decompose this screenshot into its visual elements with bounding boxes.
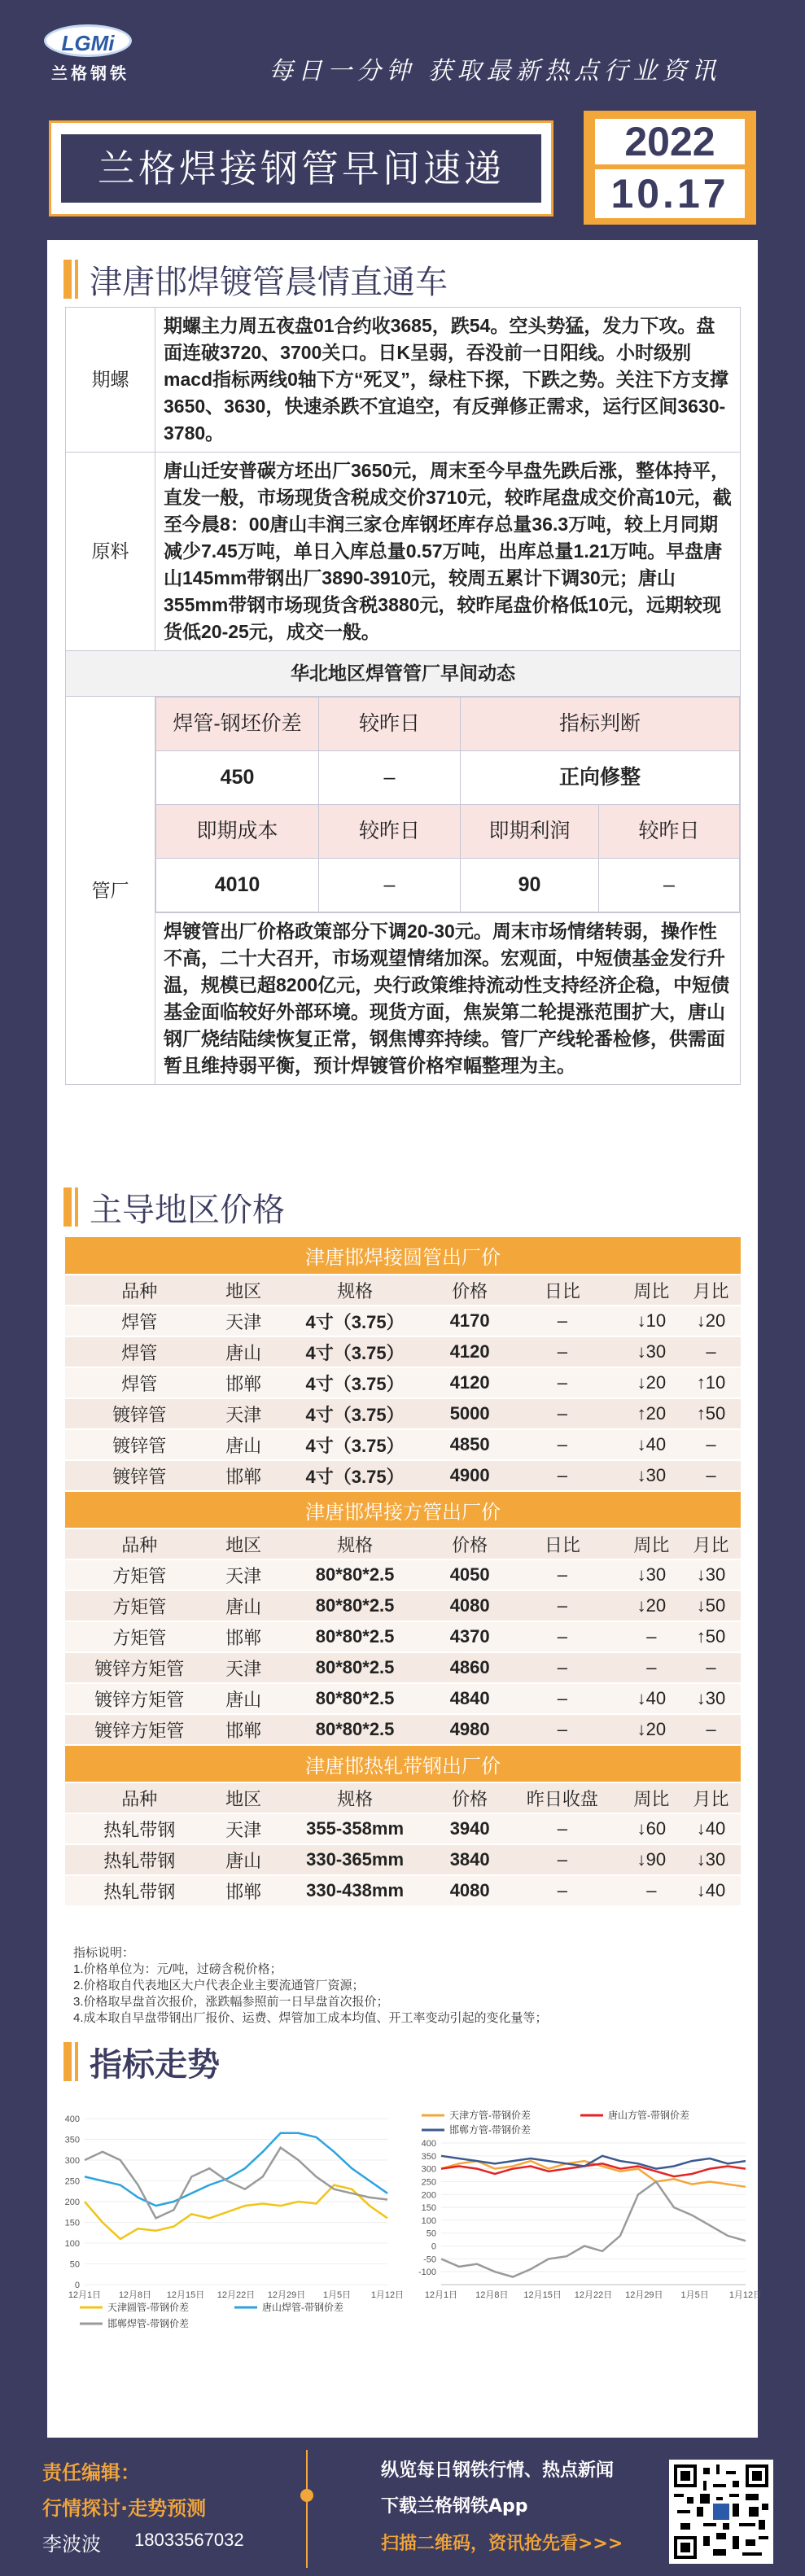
table-cell: 4寸（3.75） [273, 1367, 437, 1398]
table-cell: 4980 [437, 1714, 503, 1745]
column-header: 日比 [503, 1529, 622, 1559]
indicator-header: 即期成本 [156, 805, 319, 859]
cost-value: 4010 [156, 859, 319, 912]
y-tick-label: -50 [423, 2255, 436, 2265]
table-cell: 镀锌管 [65, 1460, 214, 1491]
table-header-row [65, 1529, 741, 1559]
table-cell: ↓30 [622, 1460, 681, 1491]
indicator-header: 指标判断 [461, 698, 740, 751]
column-header: 地区 [214, 1782, 273, 1813]
x-tick-label: 12月29日 [267, 2290, 306, 2300]
chart-square-pipe-spread [405, 2104, 763, 2332]
table-cell: ↓20 [622, 1367, 681, 1398]
section-bar [75, 1187, 78, 1227]
indicator-header: 即期利润 [461, 805, 599, 859]
header [0, 0, 805, 236]
y-tick-label: 300 [421, 2164, 436, 2175]
qr-code[interactable] [669, 2460, 773, 2564]
table-cell: – [622, 1875, 681, 1906]
x-tick-label: 12月1日 [424, 2290, 458, 2300]
y-tick-label: 0 [431, 2241, 436, 2252]
column-header: 价格 [437, 1782, 503, 1813]
legend-label: 天津圆管-带钢价差 [107, 2302, 189, 2313]
y-tick-label: 100 [64, 2239, 80, 2249]
section2-title: 主导地区价格 [90, 1192, 285, 1228]
legend-label: 邯郸方管-带钢价差 [449, 2124, 531, 2136]
note-line: 指标说明： [73, 1946, 135, 1960]
column-header: 品种 [65, 1275, 214, 1305]
table-cell: 焊管 [65, 1336, 214, 1367]
x-tick-label: 1月12日 [728, 2290, 763, 2300]
table-cell: 唐山 [214, 1683, 273, 1714]
table-cell: 邯郸 [214, 1621, 273, 1652]
y-tick-label: 150 [64, 2218, 80, 2228]
table-cell: 4840 [437, 1683, 503, 1714]
indicator-table [155, 697, 740, 912]
table-cell: ↓60 [622, 1813, 681, 1844]
profit-value: 90 [461, 859, 599, 912]
logo [37, 24, 143, 90]
cost-change: – [319, 859, 461, 912]
table-row [65, 1336, 741, 1367]
x-tick-label: 1月12日 [370, 2290, 405, 2300]
table-cell: ↓90 [622, 1844, 681, 1875]
indicator-judgement: 正向修整 [461, 751, 740, 805]
table-cell: 4080 [437, 1590, 503, 1621]
column-header: 规格 [273, 1529, 437, 1559]
table-cell: 邯郸 [214, 1367, 273, 1398]
table-cell: ↓40 [681, 1875, 741, 1906]
y-tick-label: 200 [64, 2198, 80, 2207]
column-header: 地区 [214, 1275, 273, 1305]
table-cell: 方矩管 [65, 1559, 214, 1590]
table-header-row [65, 1275, 741, 1305]
indicator-header: 较昨日 [319, 698, 461, 751]
footer [0, 2442, 805, 2576]
column-header: 规格 [273, 1275, 437, 1305]
column-header: 昨日收盘 [503, 1782, 622, 1813]
table-row [65, 1305, 741, 1336]
table-cell: 4寸（3.75） [273, 1460, 437, 1491]
section-bar [63, 2042, 72, 2081]
y-tick-label: 50 [69, 2259, 80, 2270]
table-row [65, 1429, 741, 1460]
table-row [65, 1683, 741, 1714]
editor-phone[interactable]: 18033567032 [134, 2530, 244, 2550]
series-line [441, 2182, 746, 2277]
series-line [441, 2156, 746, 2169]
x-tick-label: 12月22日 [217, 2290, 256, 2300]
x-tick-label: 12月8日 [475, 2290, 509, 2300]
table-cell: – [503, 1683, 622, 1714]
column-header: 月比 [681, 1275, 741, 1305]
footer-line1: 纵览每日钢铁行情、热点新闻 [381, 2460, 615, 2481]
y-tick-label: 100 [421, 2215, 436, 2226]
slogan: 每日一分钟 获取最新热点行业资讯 [269, 57, 721, 85]
legend-label: 唐山焊管-带钢价差 [262, 2302, 343, 2313]
table-cell: 天津 [214, 1559, 273, 1590]
column-header: 地区 [214, 1529, 273, 1559]
x-tick-label: 1月5日 [680, 2290, 709, 2300]
indicator-header: 较昨日 [319, 805, 461, 859]
legend-label: 唐山方管-带钢价差 [608, 2110, 689, 2121]
legend-label: 邯郸焊管-带钢价差 [107, 2318, 189, 2329]
x-tick-label: 12月22日 [574, 2290, 613, 2300]
table-cell: 80*80*2.5 [273, 1621, 437, 1652]
y-tick-label: 400 [421, 2139, 436, 2149]
table-cell: 3940 [437, 1813, 503, 1844]
table-cell: 镀锌管 [65, 1398, 214, 1429]
table-row [65, 1559, 741, 1590]
section2-heading [63, 1184, 285, 1230]
table-cell: 4370 [437, 1621, 503, 1652]
indicator-header: 焊管-钢坯价差 [156, 698, 319, 751]
profit-change: – [599, 859, 740, 912]
table-cell: 邯郸 [214, 1875, 273, 1906]
table-cell: – [503, 1398, 622, 1429]
notes [73, 1945, 548, 2027]
chart2-svg [405, 2104, 763, 2332]
qr-code-icon [674, 2464, 768, 2559]
column-header: 周比 [622, 1275, 681, 1305]
y-tick-label: -100 [418, 2268, 436, 2278]
table-cell: – [681, 1429, 741, 1460]
table-cell: 邯郸 [214, 1714, 273, 1745]
table-caption [65, 1745, 741, 1782]
pipe-factory-text: 焊镀管出厂价格政策部分下调20-30元。周末市场情绪转弱，操作性不高，二十大召开，市场观望情绪加深。宏观面，中短债基金发行升温，规模已超8200亿元，央行政策维持流动性支持经济企稳，中短债基金面临较好外部环境。现货方面，焦炭第二轮提涨范围扩大，唐山钢厂烧结陆续恢复正常，钢焦博弈持续。管厂产线轮番检修，供需面暂且维持弱平衡，预计焊镀管价格窄幅整理为主。 [155, 913, 741, 1085]
table-caption-text: 津唐邯焊接方管出厂价 [65, 1491, 741, 1529]
table-cell: 4寸（3.75） [273, 1398, 437, 1429]
table-cell: – [503, 1367, 622, 1398]
table-cell: 焊管 [65, 1367, 214, 1398]
pipe-factory-subhead: 华北地区焊管管厂早间动态 [66, 651, 741, 697]
table-cell: ↓20 [622, 1714, 681, 1745]
table-caption [65, 1237, 741, 1275]
table-cell: 热轧带钢 [65, 1844, 214, 1875]
table-cell: 4080 [437, 1875, 503, 1906]
table-cell: 80*80*2.5 [273, 1559, 437, 1590]
table-cell: 4900 [437, 1460, 503, 1491]
y-tick-label: 250 [64, 2176, 80, 2187]
y-tick-label: 50 [426, 2228, 436, 2239]
note-line: 3.价格取早盘首次报价，涨跌幅参照前一日早盘首次报价； [73, 1995, 389, 2009]
table-cell: – [503, 1813, 622, 1844]
table-cell: – [681, 1714, 741, 1745]
table-cell: 热轧带钢 [65, 1813, 214, 1844]
table-cell: 330-365mm [273, 1844, 437, 1875]
table-row [65, 1398, 741, 1429]
divider [306, 2450, 308, 2568]
section-bar [63, 260, 72, 299]
chart1-svg [55, 2104, 405, 2332]
table-row [65, 1714, 741, 1745]
y-tick-label: 350 [421, 2151, 436, 2162]
y-tick-label: 400 [64, 2115, 80, 2124]
indicator-cell [155, 697, 741, 913]
note-line: 1.价格单位为：元/吨，过磅含税价格； [73, 1962, 282, 1976]
table-cell: 唐山 [214, 1429, 273, 1460]
table-cell: 镀锌管 [65, 1429, 214, 1460]
x-tick-label: 12月8日 [118, 2290, 152, 2300]
table-cell: 355-358mm [273, 1813, 437, 1844]
futures-label: 期螺 [66, 308, 155, 453]
table-cell: ↓20 [681, 1305, 741, 1336]
y-tick-label: 150 [421, 2203, 436, 2214]
section1-heading [63, 256, 448, 302]
table-row [65, 1652, 741, 1683]
date-year: 2022 [595, 119, 745, 164]
table-cell: – [681, 1652, 741, 1683]
table-cell: 80*80*2.5 [273, 1652, 437, 1683]
table-cell: – [622, 1652, 681, 1683]
table-cell: ↑10 [681, 1367, 741, 1398]
column-header: 价格 [437, 1275, 503, 1305]
raw-material-text: 唐山迁安普碳方坯出厂3650元，周末至今早盘先跌后涨，整体持平，直发一般，市场现货含税成交价3710元，较昨尾盘成交价高10元，截至今晨8：00唐山丰润三家仓库钢坯库存总量36.3万吨，较上月同期减少7.45万吨，单日入库总量0.57万吨，出库总量1.21万吨。早盘唐山145mm带钢出厂3890-3910元，较周五累计下调30元；唐山355mm带钢市场现货含税3880元，较昨尾盘价格低10元，远期较现货低20-25元，成交一般。 [155, 453, 741, 651]
column-header: 品种 [65, 1782, 214, 1813]
futures-text: 期螺主力周五夜盘01合约收3685，跌54。空头势猛，发力下攻。盘面连破3720、3700关口。日K呈弱，吞没前一日阳线。小时级别macd指标两线0轴下方“死叉”，绿柱下探，下跌之势。关注下方支撑3650、3630，快速杀跌不宜追空，有反弹修正需求，运行区间3630-3780。 [155, 308, 741, 453]
table-cell: 4寸（3.75） [273, 1305, 437, 1336]
table-caption-text: 津唐邯热轧带钢出厂价 [65, 1745, 741, 1782]
column-header: 月比 [681, 1529, 741, 1559]
y-tick-label: 350 [64, 2135, 80, 2145]
indicator-header: 较昨日 [599, 805, 740, 859]
footer-line2: 下载兰格钢铁App [381, 2496, 528, 2517]
table-cell: 80*80*2.5 [273, 1714, 437, 1745]
table-cell: 80*80*2.5 [273, 1590, 437, 1621]
table-cell: 焊管 [65, 1305, 214, 1336]
table-cell: ↓30 [681, 1683, 741, 1714]
table-cell: – [503, 1559, 622, 1590]
column-header: 日比 [503, 1275, 622, 1305]
table-cell: 天津 [214, 1652, 273, 1683]
table-cell: 天津 [214, 1398, 273, 1429]
table-row [65, 1367, 741, 1398]
main-content [47, 240, 763, 2438]
table-cell: ↓40 [681, 1813, 741, 1844]
table-cell: 4170 [437, 1305, 503, 1336]
table-cell: 4寸（3.75） [273, 1429, 437, 1460]
table-cell: – [681, 1460, 741, 1491]
table-cell: 5000 [437, 1398, 503, 1429]
table-cell: 3840 [437, 1844, 503, 1875]
column-header: 品种 [65, 1529, 214, 1559]
column-header: 月比 [681, 1782, 741, 1813]
table-row [65, 1590, 741, 1621]
table-row [65, 1875, 741, 1906]
table-cell: 镀锌方矩管 [65, 1714, 214, 1745]
section3-title: 指标走势 [90, 2046, 220, 2083]
table-caption [65, 1491, 741, 1529]
page-title: 兰格焊接钢管早间速递 [61, 134, 541, 203]
editor-name: 李波波 [42, 2533, 101, 2556]
table-row [65, 1844, 741, 1875]
logo-badge: LGMi [44, 24, 132, 57]
column-header: 周比 [622, 1782, 681, 1813]
section3-heading [63, 2039, 220, 2084]
table-caption-text: 津唐邯焊接圆管出厂价 [65, 1237, 741, 1275]
logo-text: 兰格钢铁 [51, 63, 129, 83]
y-tick-label: 250 [421, 2177, 436, 2188]
section1-title: 津唐邯焊镀管晨情直通车 [90, 264, 448, 300]
table-cell: – [503, 1429, 622, 1460]
table-cell: ↓30 [681, 1559, 741, 1590]
price-table [65, 1237, 741, 1907]
table-cell: 天津 [214, 1813, 273, 1844]
table-cell: – [503, 1460, 622, 1491]
y-tick-label: 300 [64, 2156, 80, 2166]
table-cell: 4850 [437, 1429, 503, 1460]
table-cell: ↓20 [622, 1590, 681, 1621]
table-cell: – [503, 1621, 622, 1652]
table-cell: – [503, 1652, 622, 1683]
date-box [584, 111, 756, 225]
table-cell: 镀锌方矩管 [65, 1652, 214, 1683]
y-tick-label: 0 [74, 2281, 80, 2290]
table-cell: 唐山 [214, 1590, 273, 1621]
table-row [65, 1460, 741, 1491]
x-tick-label: 12月29日 [625, 2290, 663, 2300]
table-cell: 330-438mm [273, 1875, 437, 1906]
table-cell: ↓50 [681, 1590, 741, 1621]
table-cell: 唐山 [214, 1336, 273, 1367]
table-cell: ↑50 [681, 1621, 741, 1652]
table-cell: – [503, 1590, 622, 1621]
table-cell: ↓10 [622, 1305, 681, 1336]
table-cell: – [622, 1621, 681, 1652]
table-row [65, 1621, 741, 1652]
editor-role: 行情探讨·走势预测 [42, 2497, 207, 2520]
table-cell: 热轧带钢 [65, 1875, 214, 1906]
chart-round-pipe-spread [55, 2104, 405, 2332]
table-cell: – [503, 1305, 622, 1336]
table-cell: 4120 [437, 1367, 503, 1398]
table-cell: 唐山 [214, 1844, 273, 1875]
spread-value: 450 [156, 751, 319, 805]
table-cell: ↓30 [622, 1336, 681, 1367]
series-line [85, 2133, 387, 2206]
column-header: 规格 [273, 1782, 437, 1813]
note-line: 2.价格取自代表地区大户代表企业主要流通管厂资源； [73, 1979, 365, 1992]
note-line: 4.成本取自早盘带钢出厂报价、运费、焊管加工成本均值、开工率变动引起的变化量等； [73, 2011, 548, 2025]
editor-label: 责任编辑： [42, 2461, 140, 2484]
table-cell: – [503, 1714, 622, 1745]
table-cell: ↓30 [622, 1559, 681, 1590]
x-tick-label: 12月1日 [68, 2290, 102, 2300]
date-day: 10.17 [595, 169, 745, 218]
y-tick-label: 200 [421, 2190, 436, 2201]
table-cell: ↓40 [622, 1683, 681, 1714]
table-cell: – [503, 1875, 622, 1906]
table-cell: 4寸（3.75） [273, 1336, 437, 1367]
table-cell: ↑20 [622, 1398, 681, 1429]
table-cell: 天津 [214, 1305, 273, 1336]
column-header: 周比 [622, 1529, 681, 1559]
table-cell: – [503, 1336, 622, 1367]
table-cell: – [681, 1336, 741, 1367]
table-cell: 4860 [437, 1652, 503, 1683]
footer-line3: 扫描二维码，资讯抢先看>>> [381, 2534, 623, 2554]
table-cell: ↓30 [681, 1844, 741, 1875]
section-bar [75, 2042, 78, 2081]
divider-dot [300, 2489, 313, 2502]
x-tick-label: 12月15日 [523, 2290, 562, 2300]
table-cell: 4120 [437, 1336, 503, 1367]
table-header-row [65, 1782, 741, 1813]
x-tick-label: 1月5日 [322, 2290, 352, 2300]
table-cell: ↓40 [622, 1429, 681, 1460]
section1-table [65, 307, 741, 1085]
raw-material-label: 原料 [66, 453, 155, 651]
table-cell: 邯郸 [214, 1460, 273, 1491]
table-cell: 4050 [437, 1559, 503, 1590]
section-bar [63, 1187, 72, 1227]
table-cell: 方矩管 [65, 1621, 214, 1652]
title-bar [49, 120, 553, 216]
column-header: 价格 [437, 1529, 503, 1559]
section-bar [75, 260, 78, 299]
table-cell: – [503, 1844, 622, 1875]
table-row [65, 1813, 741, 1844]
legend-label: 天津方管-带钢价差 [449, 2110, 531, 2121]
pipe-factory-label: 管厂 [66, 697, 155, 1085]
table-cell: 80*80*2.5 [273, 1683, 437, 1714]
table-cell: 方矩管 [65, 1590, 214, 1621]
x-tick-label: 12月15日 [166, 2290, 205, 2300]
table-cell: 镀锌方矩管 [65, 1683, 214, 1714]
table-cell: ↑50 [681, 1398, 741, 1429]
spread-change: – [319, 751, 461, 805]
